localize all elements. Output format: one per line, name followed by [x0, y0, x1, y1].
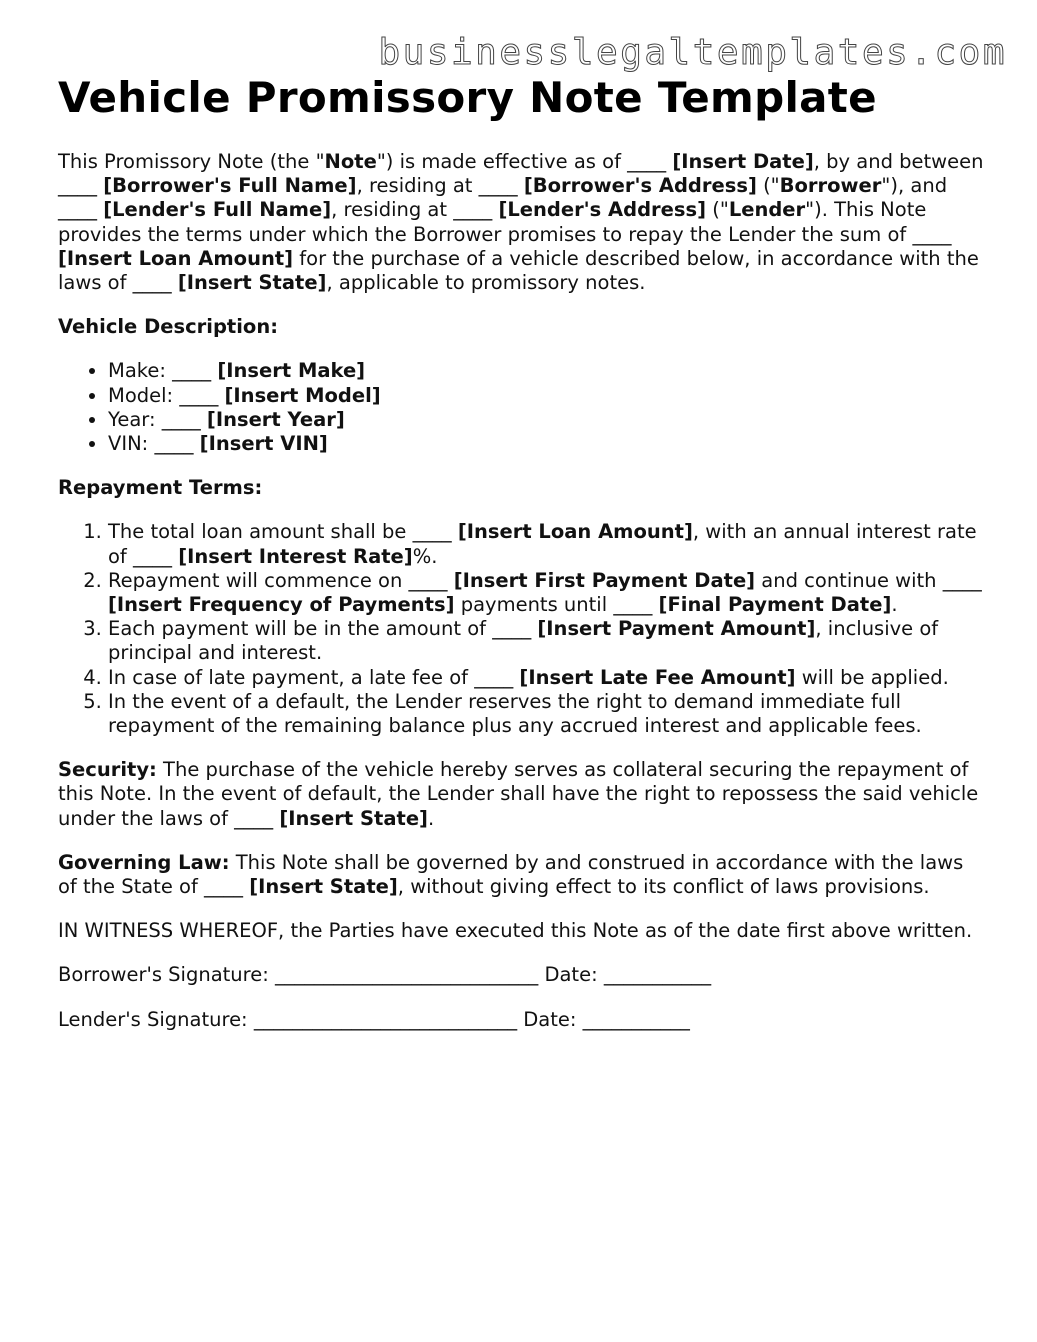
repayment-terms-heading: Repayment Terms:	[58, 476, 263, 500]
site-watermark: businesslegaltemplates.com	[378, 32, 1007, 73]
loan-amount-placeholder: [Insert Loan Amount]	[58, 246, 294, 270]
document-page	[58, 72, 988, 1032]
state-placeholder: [Insert State]	[177, 271, 327, 295]
repayment-terms-list	[58, 520, 988, 738]
lender-address-placeholder: [Lender's Address]	[498, 198, 707, 222]
borrower-signature-line: Borrower's Signature: ___________________________ Date: ___________	[58, 963, 712, 987]
list-item: 5. In the event of a default, the Lender reserves the right to demand immediate full repayment of the remaining balance plus any accrued interest and applicable fees.	[108, 690, 988, 738]
list-item: • Make: ____ [Insert Make]	[108, 359, 988, 383]
vehicle-description-heading: Vehicle Description:	[58, 315, 278, 339]
date-placeholder: [Insert Date]	[672, 150, 814, 173]
list-item: • Year: ____ [Insert Year]	[108, 408, 988, 432]
list-item: 2. Repayment will commence on ____ [Insert First Payment Date] and continue with ____ [Insert Frequency of Payments] payments until ____ [Final Payment Date].	[108, 569, 988, 617]
borrower-address-placeholder: [Borrower's Address]	[523, 174, 757, 198]
lender-name-placeholder: [Lender's Full Name]	[103, 198, 332, 222]
vehicle-description-list	[58, 359, 988, 456]
document-title: Vehicle Promissory Note Template	[58, 73, 877, 122]
witness-paragraph: IN WITNESS WHEREOF, the Parties have executed this Note as of the date first above written.	[58, 919, 973, 943]
list-item: • Model: ____ [Insert Model]	[108, 384, 988, 408]
list-item: 3. Each payment will be in the amount of ____ [Insert Payment Amount], inclusive of principal and interest.	[108, 617, 988, 665]
intro-paragraph: This Promissory Note (the "Note") is made effective as of ____ [Insert Date], by and between ____ [Borrower's Full Name], residing at ____ [Borrower's Address] ("Borrower"), and ____ [Lender's Full Name], residing at ____ [Lender's Address] ("Lender"). This Note provides the terms under which the Borrower promises to repay the Lender the sum of ____ [Insert Loan Amount] for the purchase of a vehicle described below, in accordance with the laws of ____ [Insert State], applicable to promissory notes.	[58, 150, 984, 295]
borrower-name-placeholder: [Borrower's Full Name]	[103, 174, 357, 198]
security-paragraph: Security: The purchase of the vehicle hereby serves as collateral securing the repayment of this Note. In the event of default, the Lender shall have the right to repossess the said vehicle under the laws of ____ [Insert State].	[58, 758, 979, 830]
list-item: 1. The total loan amount shall be ____ [Insert Loan Amount], with an annual interest rate of ____ [Insert Interest Rate]%.	[108, 520, 988, 568]
governing-law-paragraph: Governing Law: This Note shall be governed by and construed in accordance with the laws of the State of ____ [Insert State], without giving effect to its conflict of laws provisions.	[58, 850, 964, 899]
list-item: 4. In case of late payment, a late fee of ____ [Insert Late Fee Amount] will be applied.	[108, 666, 988, 690]
lender-signature-line: Lender's Signature: ___________________________ Date: ___________	[58, 1007, 690, 1031]
list-item: • VIN: ____ [Insert VIN]	[108, 432, 988, 456]
